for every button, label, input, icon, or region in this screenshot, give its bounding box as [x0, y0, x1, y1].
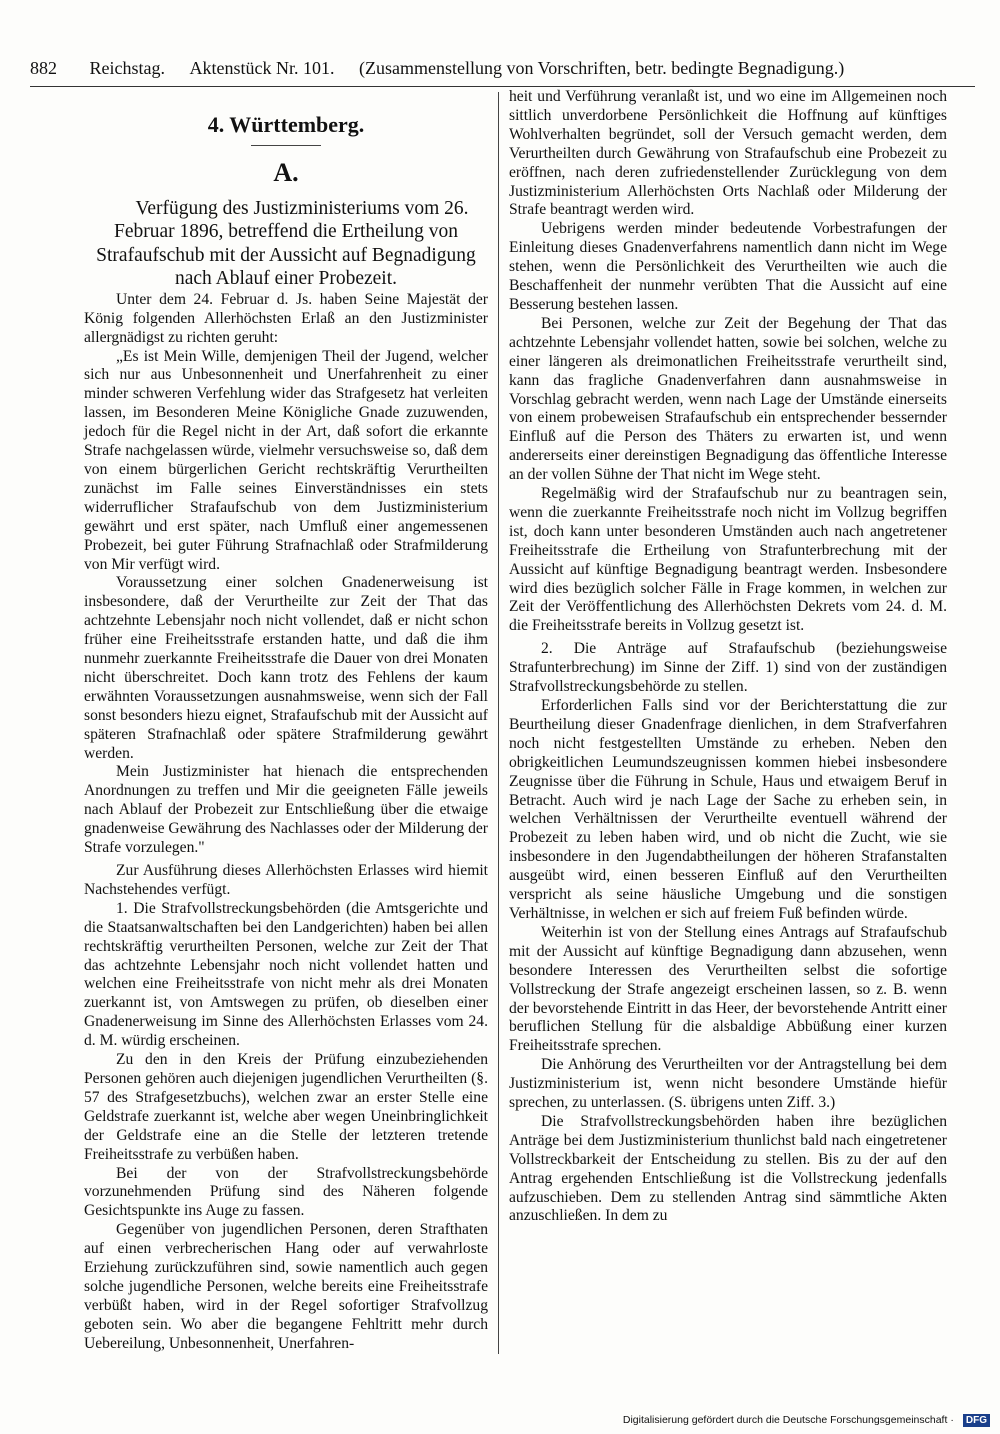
dfg-logo-icon: DFG — [963, 1414, 990, 1427]
paragraph: Zur Ausführung dieses Allerhöchsten Erlasses wird hiemit Nachstehendes verfügt. — [84, 862, 488, 898]
paragraph: Voraussetzung einer solchen Gnadenerweisung ist insbesondere, daß der Verurtheilte zur Zeit der That das achtzehnte Lebensjahr noch nicht vollendet, daß er nicht schon früher eine Freiheitsstrafe erstanden hatte, und daß die ihm nunmehr zuerkannte Freiheitsstrafe die Dauer von drei Monaten nicht überschreitet. Doch kann trotz des Fehlens der kaum erwähnten Voraussetzungen ausnahmsweise, wenn sich der Fall sonst besonders hiezu eignet, Strafaufschub mit der Aussicht auf späteren Strafnachlaß oder spätere Strafmilderung gewährt werden. — [84, 574, 488, 762]
paragraph: Weiterhin ist von der Stellung eines Antrags auf Strafaufschub mit der Aussicht auf künftige Begnadigung dann abzusehen, wenn besondere Interessen des Verurtheilten selbst die sofortige Vollstreckung der Strafe angezeigt erscheinen lassen, so z. B. wenn der bevorstehende Eintritt in das Heer, der bevorstehende Antritt einer beruflichen Stellung für die alsbaldige Abbüßung einer kurzen Freiheitsstrafe sprechen. — [509, 923, 947, 1055]
paragraph: Uebrigens werden minder bedeutende Vorbestrafungen der Einleitung dieses Gnadenverfahrens namentlich dann nicht im Wege stehen, wenn die Persönlichkeit des Verurtheilten wie auch die Beschaffenheit der nunmehr verübten That die Aussicht auf eine Besserung bestehen lassen. — [509, 220, 947, 313]
paragraph: Zu den in den Kreis der Prüfung einzubeziehenden Personen gehören auch diejenigen jugendlichen Verurtheilten (§. 57 des Strafgesetzbuchs), welchen zwar an erster Stelle eine Geldstrafe zuerkannt ist, welche aber wegen Uneinbringlichkeit der Geldstrafe eine an die Stelle der letzteren tretende Freiheitsstrafe zu verbüßen haben. — [84, 1051, 488, 1163]
digitization-credit — [605, 1414, 990, 1427]
paragraph: Erforderlichen Falls sind vor der Berichterstattung die zur Beurtheilung dieser Gnadenfrage dienlichen, in dem Strafverfahren noch nicht festgestellten Umstände zu erheben. Neben den obrigkeitlichen Leumundszeugnissen kommen hiebei insbesondere Zeugnisse über die Führung in Schule, Haus und etwaigem Beruf in Betracht. Auch wird je nach Lage der Sache zu erheben sein, in welchen Verhältnissen der Verurtheilte eventuell während der Probezeit zu leben haben wird, und ob nicht die Zucht, wie sie insbesondere in den Jugendabtheilungen der höheren Strafanstalten ausgeübt wird, einen besseren Einfluß auf den Verurtheilten verspricht als seine häusliche Umgebung und die sonstigen Verhältnisse, in welchen er sich auf freiem Fuß befinden würde. — [509, 697, 947, 922]
subsection-title: A. — [273, 157, 299, 187]
section-title: 4. Württemberg. — [207, 112, 365, 137]
header-subject: (Zusammenstellung von Vorschriften, betr. bedingte Begnadigung.) — [358, 58, 845, 78]
paragraph: Regelmäßig wird der Strafaufschub nur zu beantragen sein, wenn die zuerkannte Freiheitsstrafe noch nicht im Vollzug begriffen ist, doch kann unter besonderen Umständen auch nach angetretener Freiheitsstrafe die Ertheilung von Strafunterbrechung mit der Aussicht auf künftige Begnadigung beantragt werden. Insbesondere wird dies bezüglich solcher Fälle in Frage kommen, in welchen zur Zeit der Veröffentlichung des Allerhöchsten Dekrets vom 24. d. M. die Freiheitsstrafe bereits in Vollzug gesetzt ist. — [509, 485, 947, 635]
paragraph: heit und Verführung veranlaßt ist, und wo eine im Allgemeinen noch sittlich unverdorbene Persönlichkeit die Hoffnung auf künftiges Wohlverhalten begründet, soll der Versuch gemacht werden, dem Verurtheilten durch Gewährung von Strafaufschub eine Probezeit zu eröffnen, nach deren zufriedenstellender Zurücklegung von dem Justizministerium Allerhöchsten Orts Nachlaß oder Milderung der Strafe beantragt werden wird. — [509, 88, 947, 219]
paragraph: Die Strafvollstreckungsbehörden haben ihre bezüglichen Anträge bei dem Justizministerium thunlichst bald nach eingetretener Vollstreckbarkeit der Entscheidung zu stellen. Bis zu der auf den Antrag ergehenden Entschließung ist die Vollstreckung jedenfalls aufzuschieben. Dem zu stellenden Antrag sind sämmtliche Akten anzuschließen. In dem zu — [509, 1112, 947, 1225]
paragraph: „Es ist Mein Wille, demjenigen Theil der Jugend, welcher sich nur aus Unbesonnenheit und Unerfahrenheit zu einer minder schweren Verfehlung wider das Strafgesetz hat verleiten lassen, im Besonderen Meine Königliche Gnade zuzuwenden, jedoch für die Regel nicht in der Art, daß sofort die erkannte Strafe nachgelassen würde, vielmehr versuchsweise so, daß dem von einem bürgerlichen Gericht rechtskräftig Verurtheilten zunächst im Falle seines Einverständnisses ein stets widerruflicher Strafaufschub von dem Justizministerium gewährt und erst später, nach Umfluß einer angemessenen Probezeit, bei guter Führung Strafnachlaß oder Strafmilderung von Mir verfügt wird. — [84, 347, 488, 573]
right-column — [509, 88, 947, 1226]
decree-title: Verfügung des Justizministeriums vom 26. Februar 1896, betreffend die Ertheilung von Strafaufschub mit der Aussicht auf Begnadigung nach Ablauf einer Probezeit. — [96, 197, 476, 290]
header-source: Reichstag. — [89, 58, 165, 78]
paragraph: Gegenüber von jugendlichen Personen, deren Strafthaten auf einen verbrecherischen Hang oder auf verwahrloste Erziehung zurückzuführen sind, sowie namentlich auch gegen solche jugendliche Personen, welche bereits eine Freiheitsstrafe verbüßt haben, wird in der Regel sofortiger Strafvollzug geboten sein. Wo aber die begangene Fehltritt mehr durch Uebereilung, Unbesonnenheit, Unerfahren- — [84, 1221, 488, 1352]
paragraph: Bei der von der Strafvollstreckungsbehörde vorzunehmenden Prüfung sind des Näheren folgende Gesichtspunkte ins Auge zu fassen. — [84, 1164, 488, 1220]
paragraph: Unter dem 24. Februar d. Js. haben Seine Majestät der König folgenden Allerhöchsten Erlaß an den Justizminister allergnädigst zu richten geruht: — [84, 290, 488, 346]
left-column — [84, 96, 488, 1354]
title-divider — [251, 145, 321, 146]
column-divider — [498, 92, 499, 1354]
running-header — [30, 58, 975, 79]
bullet-icon: · — [950, 1414, 954, 1426]
paragraph: Bei Personen, welche zur Zeit der Begehung der That das achtzehnte Lebensjahr vollendet hatten, sowie bei solchen, welche zu einer längeren als dreimonatlichen Freiheitsstrafe verurtheilt sind, kann das fragliche Gnadenverfahren dann ausnahmsweise in Vorschlag gebracht werden, wenn nach Lage der Umstände einerseits von einem probeweisen Strafaufschub ein entsprechender bessernder Einfluß auf die Person des Thäters zu erwarten ist, und wenn andererseits einer dereinstigen Begnadigung das öffentliche Interesse an der vollen Sühne der That nicht im Wege steht. — [509, 314, 947, 484]
header-document: Aktenstück Nr. 101. — [189, 58, 335, 78]
credit-text: Digitalisierung gefördert durch die Deutsche Forschungsgemeinschaft — [622, 1414, 948, 1426]
paragraph: 2. Die Anträge auf Strafaufschub (beziehungsweise Strafunterbrechung) im Sinne der Ziff. 1) sind von der zuständigen Strafvollstreckungsbehörde zu stellen. — [509, 640, 947, 696]
paragraph: 1. Die Strafvollstreckungsbehörden (die Amtsgerichte und die Staatsanwaltschaften bei den Landgerichten) haben bei allen rechtskräftig verurtheilten Personen, welche zur Zeit der That das achtzehnte Lebensjahr noch nicht vollendet hatten und welchen eine Freiheitsstrafe von nicht mehr als drei Monaten zuerkannt ist, von Amtswegen zu prüfen, ob dieselben einer Gnadenerweisung im Sinne des Allerhöchsten Erlasses vom 24. d. M. würdig erscheinen. — [84, 899, 488, 1050]
header-rule — [30, 86, 975, 87]
page-number: 882 — [30, 58, 57, 78]
paragraph: Mein Justizminister hat hienach die entsprechenden Anordnungen zu treffen und Mir die geeigneten Fälle jeweils nach Ablauf der Probezeit zur Entschließung über die etwaige gnadenweise Gewährung des Nachlasses oder der Milderung der Strafe vorzulegen." — [84, 763, 488, 857]
paragraph: Die Anhörung des Verurtheilten vor der Antragstellung bei dem Justizministerium ist, wenn nicht besondere Umstände hiefür sprechen, zu unterlassen. (S. übrigens unten Ziff. 3.) — [509, 1056, 947, 1112]
